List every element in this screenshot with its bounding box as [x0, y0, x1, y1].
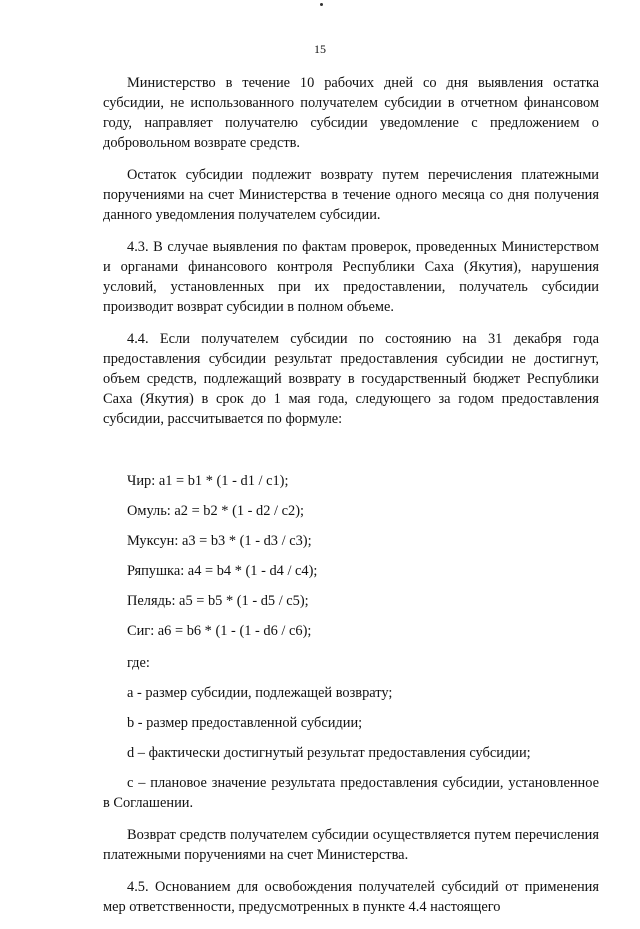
definition-d: d – фактически достигнутый результат предоставления субсидии;: [127, 745, 531, 761]
paragraph-return-method: Возврат средств получателем субсидии осуществляется путем перечисления платежными поручениями на счет Министерства.: [103, 827, 599, 863]
formula-chir: Чир: a1 = b1 * (1 - d1 / c1);: [127, 473, 289, 489]
formula-pelyad: Пелядь: a5 = b5 * (1 - d5 / c5);: [127, 593, 309, 609]
definition-c: с – плановое значение результата предоставления субсидии, установленное в Соглашении.: [103, 775, 599, 811]
definition-b: b - размер предоставленной субсидии;: [127, 715, 363, 731]
document-body: [103, 73, 599, 929]
formula-ryapushka: Ряпушка: a4 = b4 * (1 - d4 / c4);: [127, 563, 318, 579]
paragraph-ministry-notice: Министерство в течение 10 рабочих дней со дня выявления остатка субсидии, не использованного получателем субсидии в отчетном финансовом году, направляет получателю субсидии уведомление с предложением о добровольном возврате средств.: [103, 75, 599, 151]
paragraph-remainder-return: Остаток субсидии подлежит возврату путем перечисления платежными поручениями на счет Министерства в течение одного месяца со дня получения данного уведомления получателем субсидии.: [103, 167, 599, 223]
page-number: 15: [314, 42, 326, 56]
formula-sig: Сиг: a6 = b6 * (1 - (1 - d6 / c6);: [127, 623, 312, 639]
paragraph-4-3: 4.3. В случае выявления по фактам проверок, проведенных Министерством и органами финансового контроля Республики Саха (Якутия), нарушения условий, установленных при их предоставлении, получатель субсидии производит возврат субсидии в полном объеме.: [103, 239, 599, 315]
definition-where: где:: [127, 655, 150, 671]
definition-a: а - размер субсидии, подлежащей возврату;: [127, 685, 393, 701]
formula-muksun: Муксун: a3 = b3 * (1 - d3 / c3);: [127, 533, 312, 549]
formula-list: [103, 471, 599, 641]
definitions: [103, 653, 599, 813]
paragraph-4-4: 4.4. Если получателем субсидии по состоянию на 31 декабря года предоставления субсидии результат предоставления субсидии не достигнут, объем средств, подлежащий возврату в государственный бюджет Республики Саха (Якутия) в срок до 1 мая года, следующего за годом предоставления субсидии, рассчитывается по формуле:: [103, 331, 599, 427]
paragraph-4-5: 4.5. Основанием для освобождения получателей субсидий от применения мер ответственности, предусмотренных в пункте 4.4 настоящего: [103, 879, 599, 915]
formula-omul: Омуль: a2 = b2 * (1 - d2 / c2);: [127, 503, 305, 519]
scan-dot: [320, 3, 323, 6]
